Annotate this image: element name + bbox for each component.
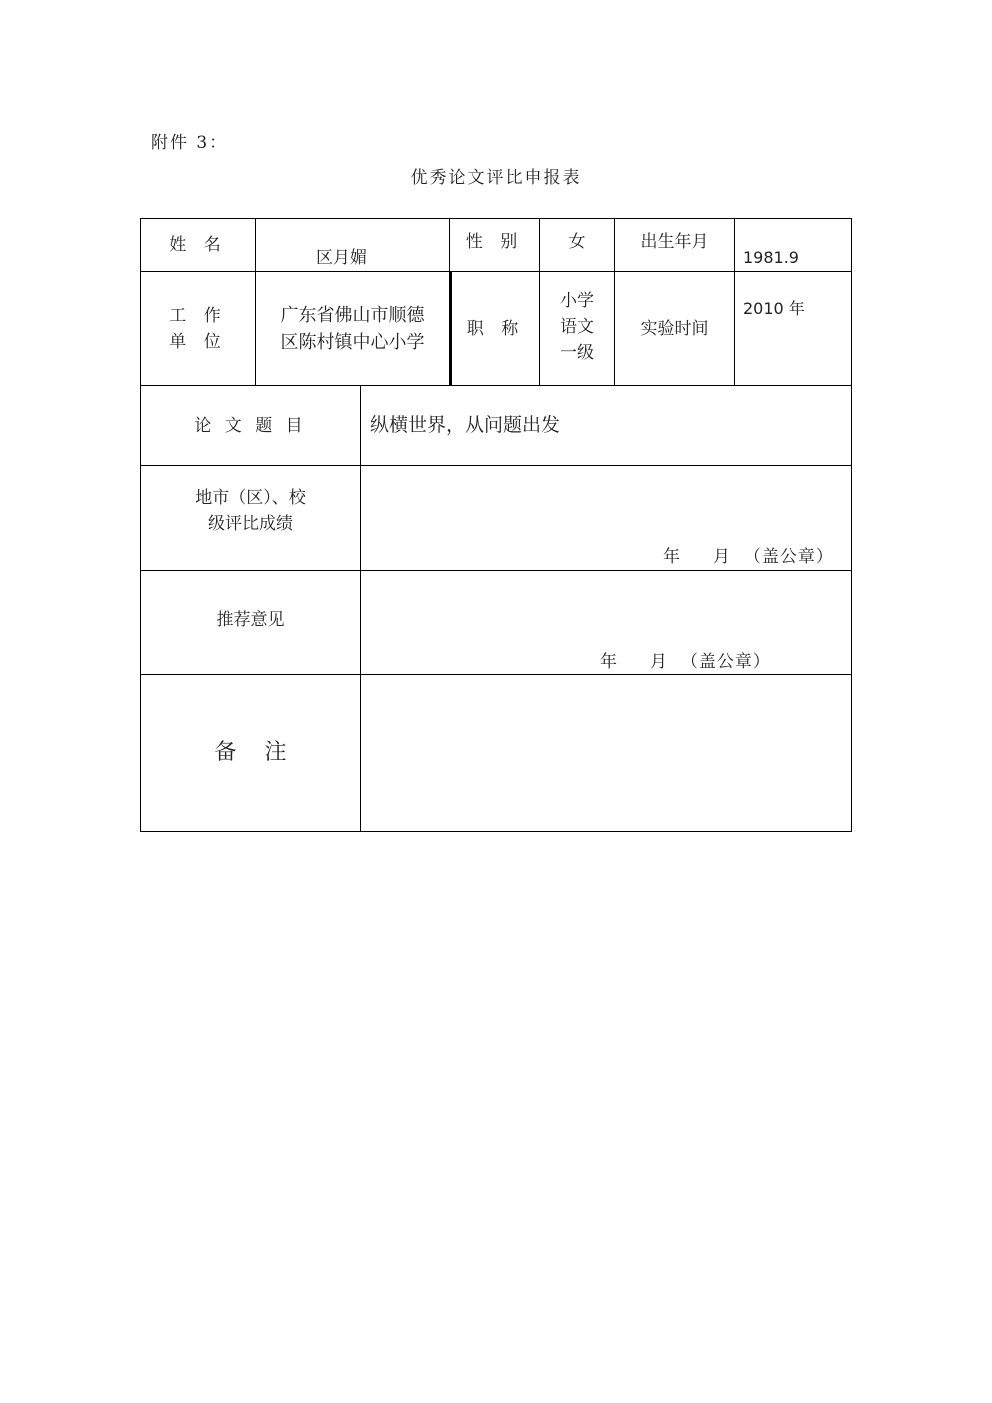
birth-value-cell [734, 218, 852, 272]
result-label-line2: 级评比成绩 [208, 514, 293, 534]
title-line1: 小学 [560, 290, 594, 311]
thesis-value-cell [360, 386, 852, 466]
birth-label: 出生年月 [640, 232, 709, 252]
title-line2: 语文 [560, 316, 594, 337]
remark-value-cell [360, 675, 852, 832]
form-title: 优秀论文评比申报表 [410, 168, 582, 188]
result-label-cell [140, 466, 360, 571]
experiment-label-cell [614, 272, 734, 386]
recommend-label-cell [140, 571, 360, 675]
experiment-label: 实验时间 [640, 318, 709, 339]
name-value-cell [255, 218, 449, 272]
result-label-line1: 地市（区）、校 [195, 488, 306, 508]
recommend-label: 推荐意见 [216, 609, 285, 630]
work-unit-label-line1: 工 作 [169, 305, 227, 326]
application-form-table [140, 218, 852, 832]
name-label: 姓 名 [169, 235, 227, 255]
thesis-label-cell [140, 386, 360, 466]
remark-label: 备 注 [214, 739, 287, 765]
work-unit-line2: 区陈村镇中心小学 [280, 331, 425, 353]
remark-label-cell [140, 675, 360, 832]
title-label: 职 称 [466, 318, 525, 339]
gender-value: 女 [568, 232, 586, 252]
recommend-seal-text: 年 月 （盖公章） [600, 652, 771, 672]
result-value-cell [360, 466, 852, 571]
recommend-value-cell [360, 571, 852, 675]
title-label-cell [449, 272, 539, 386]
birth-label-cell [614, 218, 734, 272]
work-unit-value-cell [255, 272, 449, 386]
work-unit-line1: 广东省佛山市顺德 [280, 304, 425, 326]
work-unit-label-line2: 单 位 [169, 331, 227, 352]
birth-value: 1981.9 [743, 248, 799, 267]
experiment-value: 2010 年 [743, 299, 805, 318]
gender-value-cell [539, 218, 614, 272]
name-value: 区月媚 [316, 248, 367, 268]
title-line3: 一级 [560, 342, 594, 363]
title-value-cell [539, 272, 614, 386]
work-unit-label-cell [140, 272, 255, 386]
experiment-value-cell [734, 272, 852, 386]
attachment-label: 附件 3： [151, 133, 229, 153]
thesis-label: 论 文 题 目 [194, 415, 307, 436]
thesis-value: 纵横世界，从问题出发 [370, 414, 561, 436]
gender-label-cell [449, 218, 539, 272]
result-seal-text: 年 月 （盖公章） [663, 547, 834, 567]
name-label-cell [140, 218, 255, 272]
gender-label: 性 别 [465, 232, 524, 252]
